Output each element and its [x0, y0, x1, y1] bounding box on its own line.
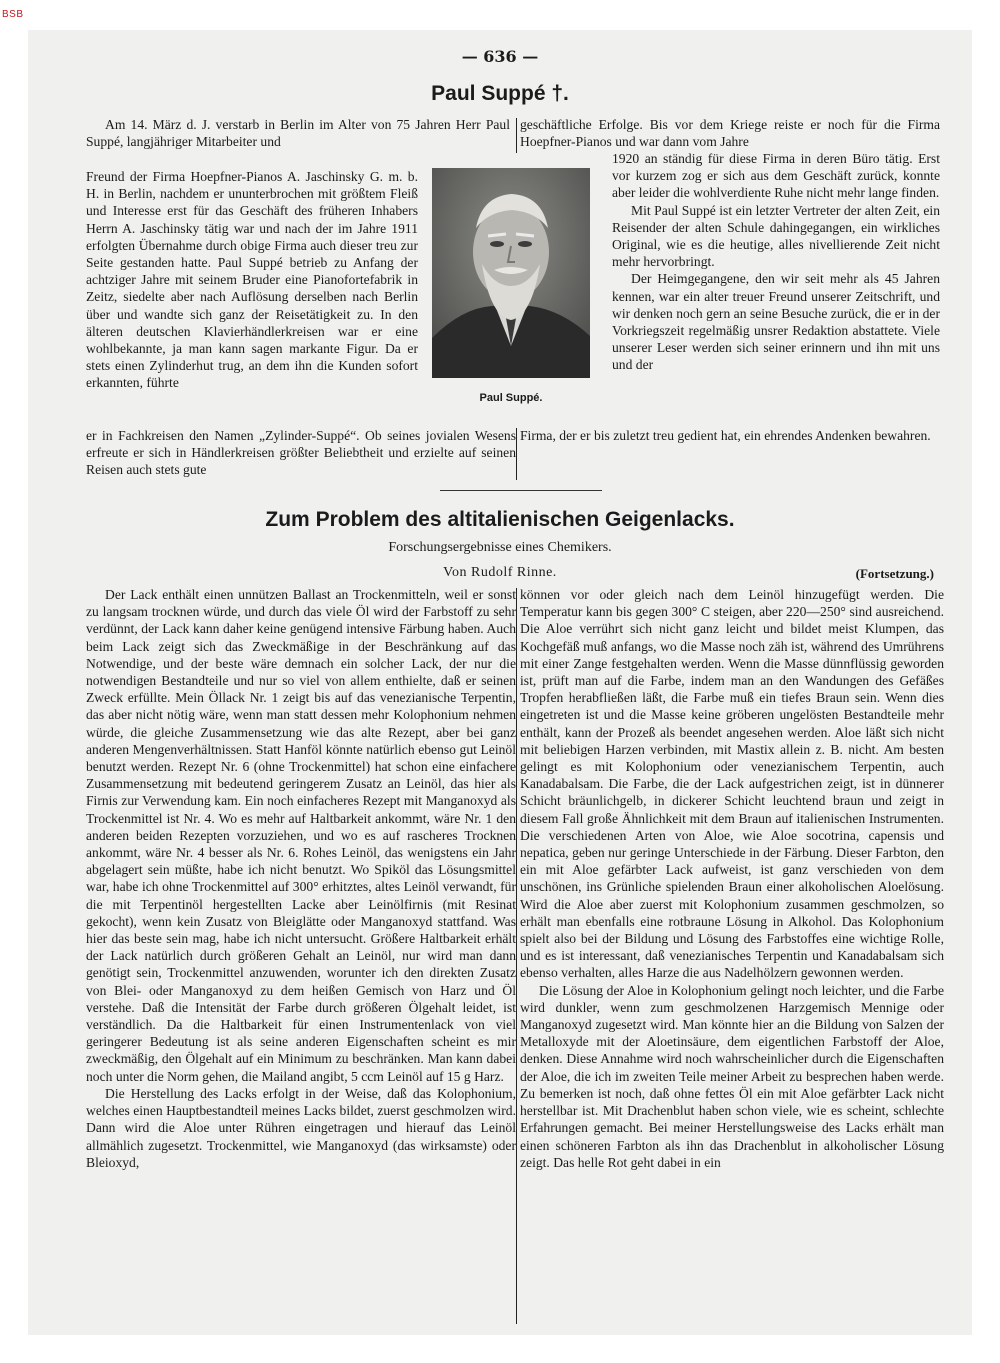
column-divider: [516, 118, 517, 153]
obituary-paragraph-right-1a: geschäftliche Erfolge. Bis vor dem Kriege reiste er noch für die Firma Hoepfner-Pianos und war dann vom Jahre: [520, 117, 940, 150]
article-subtitle: Forschungsergebnisse eines Chemikers.: [388, 540, 612, 555]
obituary-paragraph-right-3b: Firma, der er bis zuletzt treu gedient hat, ein ehrendes Andenken bewahren.: [520, 428, 931, 443]
column-divider: [516, 428, 517, 480]
article-paragraph: Die Herstellung des Lacks erfolgt in der Weise, daß das Kolophonium, welches einen Hauptbestandteil meines Lacks bildet, zuerst geschmolzen wird. Dann wird die Aloe unter Rühren eingetragen und hierauf das Leinöl allmählich zugesetzt. Trockenmittel, wie Manganoxyd (das wirksamste) oder Bleioxyd,: [86, 1085, 516, 1170]
obituary-right-top: [520, 116, 940, 150]
obituary-paragraph-1b: Freund der Firma Hoepfner-Pianos A. Jaschinsky G. m. b. H. in Berlin, nachdem er ununterbrochen mit größtem Fleiß und Interesse erst für das Geschäft des früheren Inhabers Herrn A. Jaschinsky tätig war und nach der im Jahre 1911 erfolgten Übernahme durch obige Firma auch dieser treu zur Seite gestanden hatte. Paul Suppé betrieb zu Anfang der achtziger Jahre mit seinem Bruder eine Pianofortefabrik in Zeitz, siedelte aber nach Auflösung derselben nach Berlin über und wandte sich ganz der Reisetätigkeit zu. In den älteren deutschen Klavierhändlerkreisen war er eine wohlbekannte, ja man kann sagen markante Figur. Da er stets einen Zylinderhut trug, an dem ihn die Kunden sofort erkannten, führte: [86, 169, 418, 391]
obituary-left-top: [86, 116, 510, 150]
continuation-note: (Fortsetzung.): [855, 566, 934, 581]
page-number: — 636 —: [461, 47, 539, 66]
article-paragraph: Der Lack enthält einen unnützen Ballast an Trockenmitteln, weil er sonst zu langsam trocknen würde, und durch das viele Öl wird der Farbstoff zu sehr verdünnt, der Lack kann daher keine genügend intensive Färbung haben. Auch beim Lack zeigt sich das Zweckmäßige in der Beschränkung auf das Notwendige, und der beste wäre demnach ein solcher Lack, der nur die notwendigen Bestandteile und nur so viel von allem enthielte, daß er seinen Zweck erfüllte. Mein Öllack Nr. 1 zeigt bis auf das venezianische Terpentin, das aber nicht nötig wäre, wenn man statt dessen mehr Kolophonium nehmen würde, die gleiche Zusammensetzung wie das alte Rezept, aber bei ganz anderen Mengenverhältnissen. Statt Hanföl könnte natürlich ebenso gut Leinöl benutzt werden. Rezept Nr. 6 (ohne Trockenmittel) hat schon eine einfachere Zusammensetzung mit bedeutend geringerem Zusatz an Leinöl, das hier als Firnis zur Verwendung kam. Ein noch einfacheres Rezept mit Manganoxyd als Trockenmittel ist Nr. 4. Wo es mehr auf Haltbarkeit ankommt, wäre Nr. 1 den anderen beiden Rezepten vorzuziehen, und wo es auf rascheres Trocknen ankommt, wäre Nr. 4 besser als Nr. 6. Rohes Leinöl, das wenigstens ein Jahr abgelagert sein müßte, habe ich nicht benutzt. Wo Spiköl das Lösungsmittel war, habe ich ohne Trockenmittel auf 300° erhitztes, altes Leinöl verwandt, für die mit Terpentinöl hergestellten Lacke aber Leinölfirnis (mit Resinat gekocht), wenn kein Zusatz von Bleiglätte oder Manganoxyd stattfand. Was hier das beste sein mag, habe ich nicht untersucht. Größere Haltbarkeit erhält der Lack natürlich durch größeren Gehalt an Leinöl, nur wird man dann genötigt sein, Trockenmittel anzuwenden, worunter ich den direkten Zusatz von Blei- oder Manganoxyd zu dem heißen Gemisch von Harz und Öl verstehe. Daß die Intensität der Farbe durch größeren Ölgehalt leidet, ist verständlich. Da die Haltbarkeit für einen Instrumentenlack von viel geringerer Bedeutung ist als seine anderen Eigenschaften scheint es mir zweckmäßig, den Ölgehalt auf ein Minimum zu beschränken. Man kann dabei noch unter die Norm gehen, die Mailand angibt, 5 ccm Leinöl auf 15 g Harz.: [86, 587, 516, 1084]
section-separator: [440, 490, 602, 491]
obituary-paragraph-right-1b: 1920 an ständig für diese Firma in deren Büro tätig. Erst vor kurzem zog er sich aus dem Geschäft zurück, konnte aber leider die wohlverdiente Ruhe nicht mehr lange finden.: [612, 151, 940, 201]
article-left-column: [86, 586, 516, 1171]
obituary-right-mid: [612, 150, 940, 374]
article-title: Zum Problem des altitalienischen Geigenlacks.: [265, 508, 735, 531]
obituary-paragraph-right-2: Mit Paul Suppé ist ein letzter Vertreter der alten Zeit, ein Reisender der alten Schule dahingegangen, ein wirkliches Original, wie es die heutige, alles nivellierende Zeit nicht mehr hervorbringt.: [612, 202, 940, 270]
article-paragraph: Die Lösung der Aloe in Kolophonium gelingt noch leichter, und die Farbe wird dunkler, wenn zum geschmolzenen Harzgemisch Mennige oder Manganoxyd zugesetzt wird. Man könnte hier an die Bildung von Salzen der Metalloxyde mit der Aloetinsäure, dem eigentlichen Farbstoff der Aloe, denken. Diese Annahme wird noch wahrscheinlicher durch die Eigenschaften der Aloe, die ich im zweiten Teile meiner Arbeit zu besprechen haben werde. Zu bemerken ist noch, daß ohne fettes Öl ein mit Aloe gefärbter Lack nicht herstellbar ist. Mit Drachenblut haben schon viele, wie es scheint, schlechte Erfahrungen gemacht. Bei meiner Herstellungsweise des Lacks erhält man einen schöneren Farbton als ihn das Drachenblut in alkoholischer Lösung zeigt. Das helle Rot geht dabei in ein: [520, 982, 944, 1170]
column-divider: [516, 588, 517, 1324]
obituary-paragraph-right-3: Der Heimgegangene, den wir seit mehr als 45 Jahren kennen, war ein alter treuer Freund unserer Zeitschrift, und wir denken noch gern an seine Besuche zurück, die er in der Vorkriegszeit regelmäßig unsrer Redaktion abstattete. Viele unserer Leser werden sich seiner erinnern und ihn mit uns und der: [612, 271, 940, 373]
article-paragraph: können vor oder gleich nach dem Leinöl hinzugefügt werden. Die Temperatur kann bis gegen 300° C steigen, aber 220—250° sind ausreichend. Die Aloe verrührt sich nicht ganz leicht und bildet meist Klumpen, das Kochgefäß muß anfangs, wo die Masse noch zäh ist, während des Umrührens mit einer Zange festgehalten werden. Wenn die Masse dünnflüssig geworden ist, prüft man auf die Farbe, indem man an den Wandungen des Gefäßes Tropfen herabfließen läßt, die Farbe muß ein tiefes Braun sein. Wenn dies eingetreten ist und die Masse keine gröberen ungelösten Bestandteile mehr enthält, kann der Prozeß als beendet angesehen werden. Aloe läßt sich nicht mit beliebigen Harzen verbinden, mit Mastix allein z. B. nicht. Am besten gelingt es mit Kolophonium oder venezianischem Terpentin, auch Kanadabalsam. Die Farbe, die der Lack aufgestrichen zeigt, ist in dünnerer Schicht bräunlichgelb, in dickerer Schicht leuchtend braun und zeigt in diesem Fall große Ähnlichkeit mit dem Braun auf italienischen Instrumenten. Die verschiedenen Arten von Aloe, wie Aloe socotrina, capensis und nepatica, geben nur geringe Unterschiede in der Färbung. Dieser Farbton, den ein mit Aloe gefärbter Lack aufweist, ist ganz verschieden von dem unschönen, ins Grünliche spielenden Braun einer alkoholischen Aloelösung. Wird die Aloe aber zuerst mit Kolophonium zusammen geschmolzen, so erhält man ebenfalls eine rotbraune Lösung in Alkohol. Das Kolophonium spielt also bei der Bildung und Lösung des Farbstoffes eine wichtige Rolle, und es ist interessant, daß venezianisches Terpentin und Kanadabalsam sich ebenso verhalten, alles Harze die aus Nadelhölzern gewonnen werden.: [520, 587, 944, 981]
article-byline: Von Rudolf Rinne.: [443, 565, 557, 580]
obituary-title: Paul Suppé †.: [431, 82, 569, 105]
photo-caption: Paul Suppé.: [479, 392, 543, 404]
obituary-left-mid: [86, 168, 418, 392]
obituary-paragraph-1c: er in Fachkreisen den Namen „Zylinder-Suppé“. Ob seines jovialen Wesens erfreute er sich in Händlerkreisen größter Beliebtheit und erzielte auf seinen Reisen auch stets gute: [86, 428, 516, 478]
obituary-left-bottom: [86, 427, 516, 479]
scanned-page: [28, 30, 972, 1335]
article-right-column: [520, 586, 944, 1171]
watermark-label: BSB: [2, 9, 24, 20]
obituary-right-bottom: [520, 427, 940, 444]
obituary-paragraph-1a: Am 14. März d. J. verstarb in Berlin im Alter von 75 Jahren Herr Paul Suppé, langjähriger Mitarbeiter und: [86, 117, 510, 150]
portrait-photo: [432, 168, 590, 378]
portrait-illustration: [432, 168, 590, 378]
